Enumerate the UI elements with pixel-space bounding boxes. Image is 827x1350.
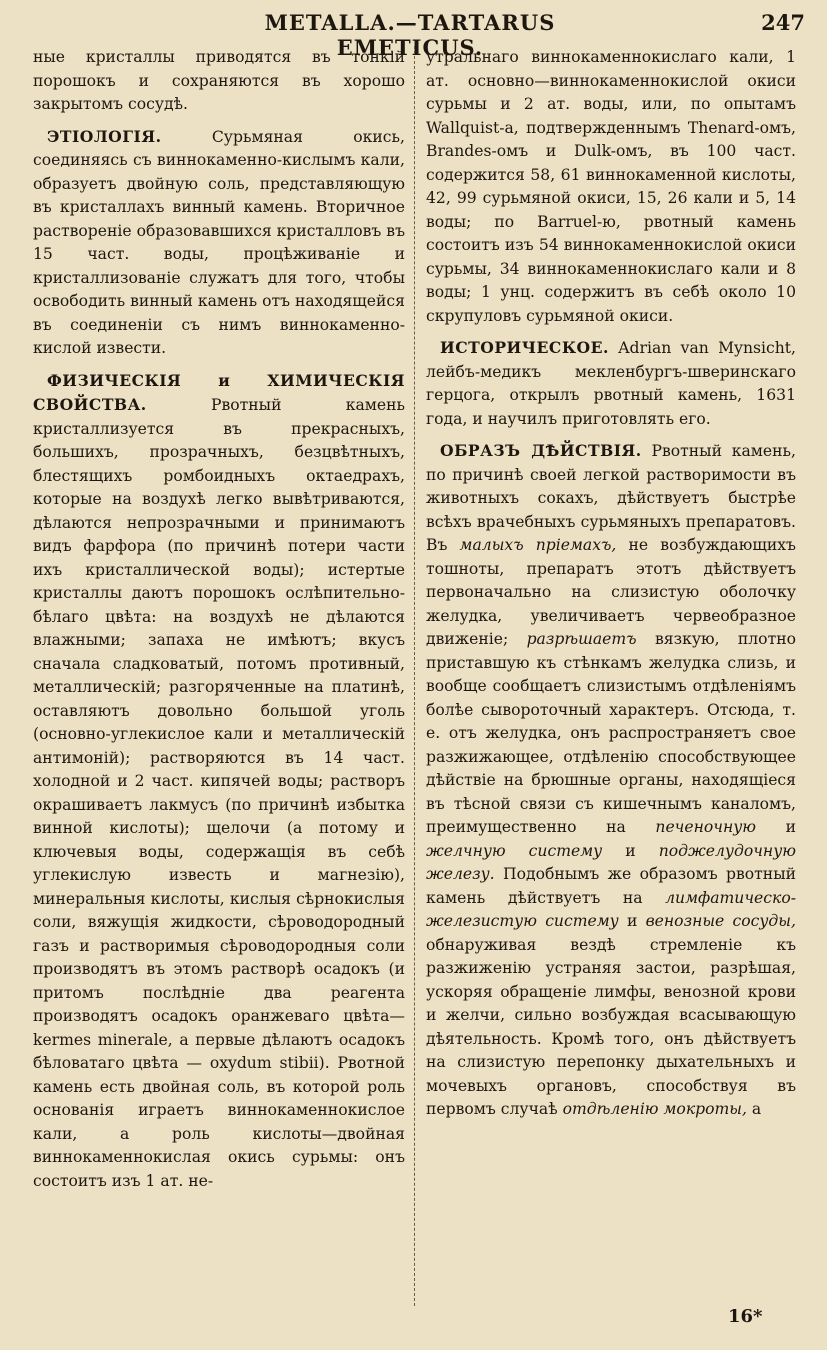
signature-mark: 16* (728, 1306, 763, 1327)
text-run: Рвотный камень, по причинѣ своей легкой растворимости въ животныхъ сокахъ, дѣйствуетъ быстрѣе всѣхъ врачебныхъ сурьмяныхъ препаратовъ. Въ (426, 442, 796, 554)
page-number: 247 (761, 10, 805, 35)
left-column (33, 46, 405, 1201)
italic-term: желчную систему (426, 841, 603, 860)
paragraph-text: Adrian van Mynsicht, лейбъ-медикъ мекленбургъ-шверинскаго герцога, открылъ рвотный камень, 1631 года, и научилъ приготовлять его. (426, 339, 796, 428)
right-column (426, 46, 796, 1130)
text-run: а (751, 1100, 762, 1118)
column-divider (414, 46, 416, 1306)
text-run: вязкую, плотно приставшую къ стѣнкамъ желудка слизь, и вообще сообщаетъ слизистымъ отдѣленіямъ болѣе сывороточный характеръ. Отсюда, т. е. отъ желудка, онъ распространяетъ свое разжижающее, отдѣленію способствующее дѣйствіе на брюшные органы, находящіеся въ тѣсной связи съ кишечнымъ каналомъ, преимущественно на (426, 630, 796, 836)
text-run: и (785, 818, 796, 836)
text-run: и (625, 841, 636, 860)
paragraph-continued: утральнаго виннокаменнокислаго кали, 1 ат. основно—виннокаменнокислой окиси сурьмы и 2 ат. воды, или, по опытамъ Wallquist-а, подтвержденнымъ Thenard-омъ, Brandes-омъ и Dulk-омъ, въ 100 част. содержится 58, 61 виннокаменной кислоты, 42, 99 сурьмяной окиси, 15, 26 кали и 5, 14 воды; по Barruel-ю, рвотный камень состоитъ изъ 54 виннокаменнокислой окиси сурьмы, 34 виннокаменнокислаго кали и 8 воды; 1 унц. содержитъ въ себѣ около 10 скрупуловъ сурьмяной окиси. (426, 48, 796, 325)
paragraph-text: Рвотный камень кристаллизуется въ прекрасныхъ, большихъ, прозрачныхъ, безцвѣтныхъ, блестящихъ ромбоидныхъ октаедрахъ, которые на воздухѣ легко вывѣтриваются, дѣлаются непрозрачными и принимаютъ видъ фарфора (по причинѣ потери части ихъ кристаллической воды); истертые кристаллы даютъ порошокъ ослѣпительно-бѣлаго цвѣта: на воздухѣ не дѣлаются влажными; запаха не имѣютъ; вкусъ сначала сладковатый, потомъ противный, металлическій; разгоряченные на платинѣ, оставляютъ довольно большой уголь (основно-углекислое кали и металлическій антимоній); растворяются въ 14 част. холодной и 2 част. кипячей воды; растворъ окрашиваетъ лакмусъ (по причинѣ избытка винной кислоты); щелочи (а потому и ключевыя воды, содержащія въ себѣ углекислую известь и магнезію), минеральныя кислоты, кислыя сѣрнокислыя соли, вяжущія жидкости, сѣроводородный газъ и растворимыя сѣроводородныя соли производятъ въ этомъ растворѣ осадокъ (и притомъ послѣдніе два реагента производятъ осадокъ оранжеваго цвѣта—kermes minerale, а первые дѣлаютъ осадокъ бѣловатаго цвѣта — oxydum stibii). Рвотной камень есть двойная соль, въ которой роль основанія играетъ виннокаменнокислое кали, а роль кислоты—двойная виннокаменнокислая окись сурьмы: онъ состоитъ изъ 1 ат. не- (33, 396, 405, 1190)
paragraph-action (426, 439, 796, 1122)
text-run: и (626, 912, 638, 930)
text-run: не возбуждающихъ тошноты, препаратъ этотъ дѣйствуетъ первоначально на слизистую оболочку желудка, увеличиваетъ червеобразное движеніе; (426, 536, 796, 648)
paragraph-properties (33, 369, 405, 1194)
text-run: обнаруживая вездѣ стремленіе къ разжиженію устраняя застои, разрѣшая, ускоряя обращеніе лимфы, венозной крови и желчи, сильно возбуждая всасывающую дѣятельность. Кромѣ того, онъ дѣйствуетъ на слизистую перепонку дыхательныхъ и мочевыхъ органовъ, способствуя въ первомъ случаѣ (426, 935, 796, 1118)
section-heading-history: ИСТОРИЧЕСКОЕ. (440, 338, 609, 357)
page-header (0, 8, 827, 60)
italic-term: лимфатическо-железистую систему (426, 888, 796, 930)
italic-term: венозные сосуды, (645, 912, 796, 930)
italic-term: отдѣленію мокроты, (562, 1100, 747, 1118)
italic-term: малыхъ пріемахъ, (459, 536, 617, 554)
paragraph-history (426, 336, 796, 431)
section-heading-etiology: ЭТІОЛОГІЯ. (47, 126, 162, 146)
paragraph-continued: ные кристаллы приводятся въ тонкій порошокъ и сохраняются въ хорошо закрытомъ сосудѣ. (33, 48, 405, 113)
paragraph-text: Сурьмяная окись, соединяясь съ виннокаменно-кислымъ кали, образуетъ двойную соль, представляющую въ кристаллахъ винный камень. Вторичное раствореніе образовавшихся кристалловъ въ 15 част. воды, процѣживаніе и кристаллизованіе служатъ для того, чтобы освободить винный камень отъ находящейся въ соединеніи съ нимъ виннокаменно-кислой извести. (33, 127, 405, 357)
paragraph-etiology (33, 125, 405, 361)
italic-term: печеночную (655, 818, 757, 836)
section-heading-properties: ФИЗИЧЕСКІЯ и ХИМИЧЕСКІЯ СВОЙСТВА. (33, 370, 405, 414)
italic-term: поджелудочную железу. (426, 841, 796, 883)
section-heading-action: ОБРАЗЪ ДѢЙСТВІЯ. (440, 441, 642, 460)
text-run: Подобнымъ же образомъ рвотный камень дѣйствуетъ на (426, 865, 796, 907)
italic-term: разрѣшаетъ (526, 630, 637, 648)
running-title: METALLA.—TARTARUS EMETICUS. (264, 10, 556, 60)
